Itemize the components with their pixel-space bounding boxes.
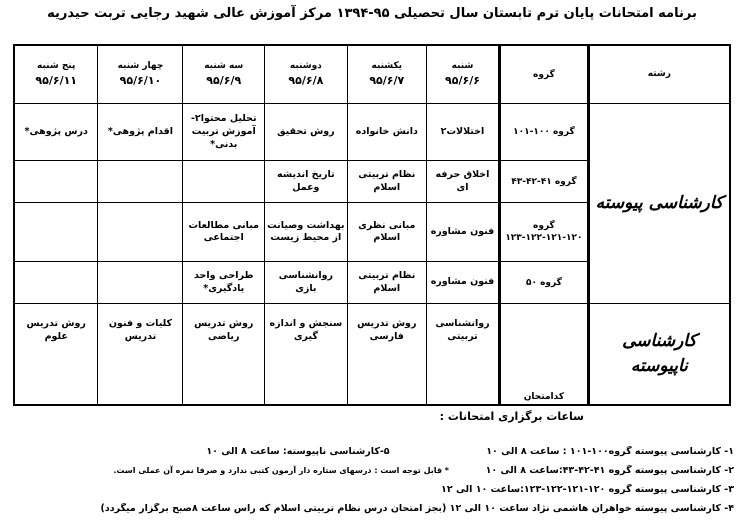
course-cell: اختلالات۲ [426,104,499,161]
note-text: کارشناسی پیوسته گروه ۱۲۰-۱۲۱-۱۲۲-۱۲۳:ساعت ۱۰ الی ۱۲ [441,484,721,495]
course-cell: اخلاق حرفه ای [426,161,499,203]
course-cell: روش تحقیق [265,104,348,161]
course-cell: کلیات و فنون تدریس [98,304,183,405]
note-number: ۴- [724,503,734,514]
day-name: شنبه [451,61,474,72]
exam-schedule-table [13,44,731,406]
note-text: کارشناسی پیوسته خواهران هاشمی نژاد ساعت ۱۰ الی ۱۲ (بجز امتحان درس نظام تربیتی اسلام که راس ساعت ۸صبح برگزار میگردد) [100,503,721,514]
note-text: کارشناسی پیوسته گروه۱۰۰-۱۰۱ : ساعت ۸ الی ۱۰ [486,446,721,457]
course-cell [14,203,98,262]
course-cell: سنجش و اندازه گیری [265,304,348,405]
note-number: ۳- [724,484,734,495]
course-cell: درس پژوهی* [14,104,98,161]
major-noncontinuous: کارشناسی ناپیوسته [588,304,730,405]
note-number: ۱- [724,446,734,457]
day-header [14,45,98,104]
course-cell [183,161,265,203]
day-date: ۹۵/۶/۷ [369,74,405,88]
course-cell: روش تدریس علوم [14,304,98,405]
day-header [265,45,348,104]
course-cell [98,161,183,203]
major-header: رشته [588,45,730,104]
course-cell: اقدام پژوهی* [98,104,183,161]
note-line [8,446,734,457]
table-row [14,304,730,380]
day-date: ۹۵/۶/۱۱ [35,74,78,88]
day-header [98,45,183,104]
group-cell: گروه ۵۰ [500,262,589,304]
course-cell: بهداشت وصیانت از محیط زیست [265,203,348,262]
page-title: برنامه امتحانات پایان ترم تابستان سال تحصیلی ۹۵-۱۳۹۴ مرکز آموزش عالی شهید رجایی تربت حیدریه [47,6,697,21]
note-line [8,484,734,495]
major-continuous: کارشناسی پیوسته [588,104,730,304]
day-header [426,45,499,104]
course-cell: فنون مشاوره [426,262,499,304]
note-line [8,465,734,476]
group-cell: گروه ۱۲۰-۱۲۱-۱۲۲-۱۲۳ [500,203,589,262]
day-name: سه شنبه [204,61,244,72]
course-cell: فنون مشاوره [426,203,499,262]
day-date: ۹۵/۶/۹ [206,74,242,88]
hours-subtitle: ساعات برگزاری امتحانات : [439,410,584,423]
day-date: ۹۵/۶/۸ [288,74,324,88]
course-cell: نظام تربیتی اسلام [347,262,426,304]
course-cell: تاریخ اندیشه وعمل [265,161,348,203]
group-cell: گروه ۴۱-۴۲-۴۳ [500,161,589,203]
course-cell: روانشناسی تربیتی [426,304,499,405]
day-header [183,45,265,104]
course-cell: دانش خانواده [347,104,426,161]
note-side: ۵-کارشناسی ناپیوسته: ساعت ۸ الی ۱۰ [206,446,390,457]
note-side: * قابل توجه است : درسهای ستاره دار آزمون کتبی ندارد و صرفا نمره آن عملی است. [113,466,449,475]
course-cell: روش تدریس ریاضی [183,304,265,405]
table-row [14,104,730,161]
note-line [8,503,734,514]
course-cell [98,203,183,262]
day-header [347,45,426,104]
exam-code-label: کدامتحان [523,391,565,402]
course-cell: مبانی نظری اسلام [347,203,426,262]
course-cell: روانشناسی بازی [265,262,348,304]
day-name: یکشنبه [371,61,403,72]
course-cell [14,161,98,203]
course-cell: نظام تربیتی اسلام [347,161,426,203]
course-cell: مبانی مطالعات اجتماعی [183,203,265,262]
day-name: چهار شنبه [117,61,164,72]
day-date: ۹۵/۶/۱۰ [119,74,162,88]
exam-code-cell [500,304,589,405]
course-cell [98,262,183,304]
day-name: پنج شنبه [37,61,76,72]
day-date: ۹۵/۶/۶ [445,74,480,88]
course-cell: طراحی واحد یادگیری* [183,262,265,304]
course-cell: روش تدریس فارسی [347,304,426,405]
note-text: کارشناسی پیوسته گروه ۴۱-۴۲-۴۳:ساعت ۸ الی ۱۰ [485,465,721,476]
group-header: گروه [500,45,589,104]
day-name: دوشنبه [289,61,322,72]
header-row [14,45,730,104]
note-number: ۲- [724,465,734,476]
group-cell: گروه ۱۰۰-۱۰۱ [500,104,589,161]
course-cell [14,262,98,304]
course-cell: تحلیل محتوا۲- آموزش تربیت بدنی* [183,104,265,161]
